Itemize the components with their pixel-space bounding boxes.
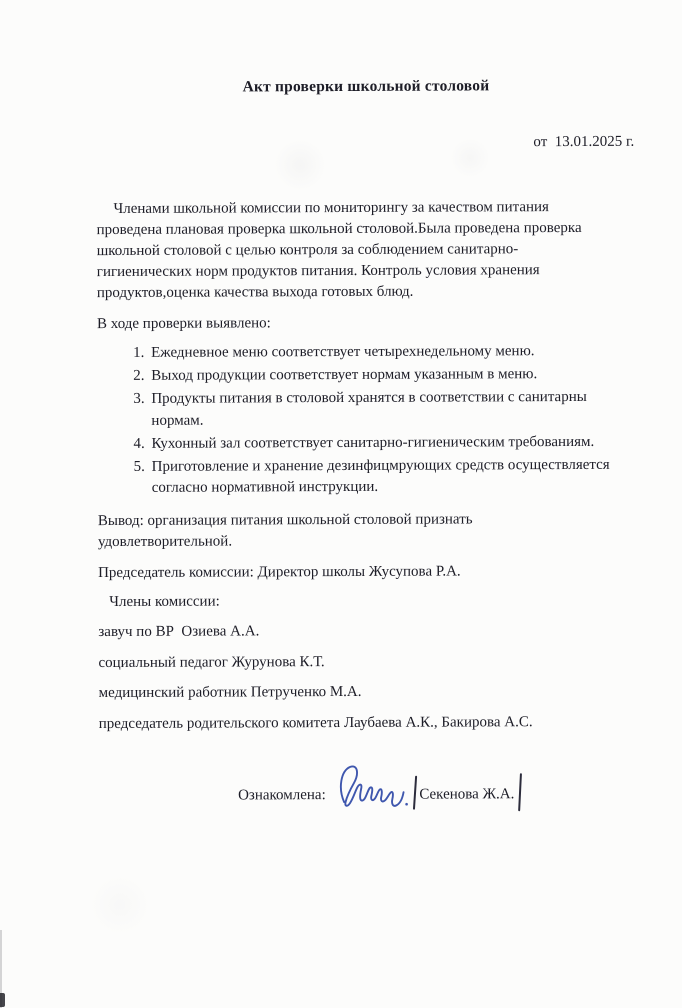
signature-delimiter-stroke bbox=[518, 773, 521, 811]
acknowledgment-label: Ознакомлена: bbox=[238, 786, 326, 803]
signature-delimiter-stroke bbox=[413, 775, 417, 809]
acknowledgment-name: Секенова Ж.А. bbox=[419, 785, 515, 803]
finding-item: 3. Продукты питания в столовой хранятся в соответствии с санитарны нормам. bbox=[148, 387, 637, 432]
finding-item: 2. Выход продукции соответствует нормам указанным в меню. bbox=[148, 364, 637, 388]
member-line: социальный педагог Журунова К.Т. bbox=[98, 653, 325, 671]
acknowledgment-row bbox=[238, 762, 639, 812]
signature-ink-icon bbox=[334, 760, 412, 817]
chairman-line: Председатель комиссии: Директор школы Жусупова Р.А. bbox=[98, 562, 461, 581]
member-line: председатель родительского комитета Лаубаева А.К., Бакирова А.С. bbox=[98, 713, 533, 732]
finding-item: 5. Приготовление и хранение дезинфицмрующих средств осуществляется согласно нормативной инструкции. bbox=[149, 454, 638, 499]
scan-corner-artifact bbox=[0, 993, 5, 1007]
members-heading: Члены комиссии: bbox=[109, 593, 220, 610]
finding-item: 1. Ежедневное меню соответствует четырехнедельному меню. bbox=[148, 341, 637, 365]
date-line: от 13.01.2025 г. bbox=[533, 133, 635, 151]
findings-heading: В ходе проверки выявлено: bbox=[96, 315, 271, 333]
conclusion-paragraph: Вывод: организация питания школьной столовой признать удовлетворительной. bbox=[97, 510, 473, 550]
page-title: Акт проверки школьной столовой bbox=[242, 77, 490, 96]
member-line: завуч по ВР Озиева А.А. bbox=[98, 623, 260, 641]
member-line: медицинский работник Петрученко М.А. bbox=[98, 683, 362, 702]
intro-paragraph: Членами школьной комиссии по мониторингу за качеством питания проведена плановая проверка школьной столовой.Была проведена проверка школьной столовой с целью контроля за соблюдением санитарно- гигиенических норм продуктов питания. Контроль условия хранения продуктов,оценка качества выхода готовых блюд. bbox=[96, 199, 582, 302]
findings-list bbox=[97, 341, 638, 500]
finding-item: 4. Кухонный зал соответствует санитарно-гигиеническим требованиям. bbox=[148, 431, 637, 455]
